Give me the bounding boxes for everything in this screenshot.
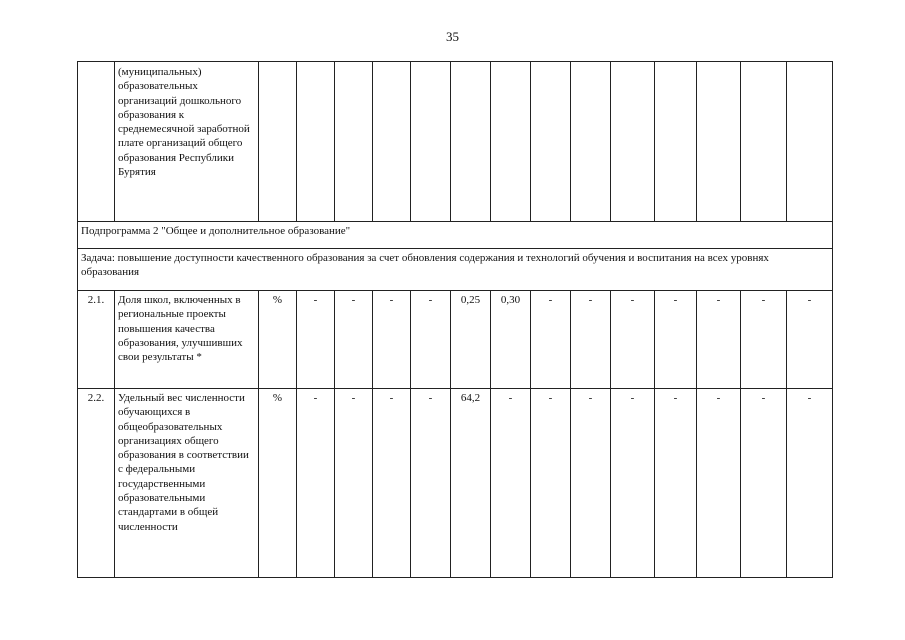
indicator-name-cell: Удельный вес численности обучающихся в общеобразовательных организациях общего образования в соответствии с федеральными государственными образовательными стандартами в общей численности bbox=[115, 389, 259, 578]
value-cell bbox=[741, 62, 787, 222]
row-number-cell: 2.2. bbox=[78, 389, 115, 578]
value-cell bbox=[655, 62, 697, 222]
value-cell: - bbox=[335, 389, 373, 578]
value-cell: - bbox=[571, 389, 611, 578]
value-cell: - bbox=[411, 291, 451, 389]
value-cell bbox=[697, 62, 741, 222]
indicator-name-cell: (муниципальных) образовательных организаций дошкольного образования к среднемесячной заработной плате организаций общего образования Республики Бурятия bbox=[115, 62, 259, 222]
value-cell: - bbox=[741, 291, 787, 389]
task-description: Задача: повышение доступности качественного образования за счет обновления содержания и технологий обучения и воспитания на всех уровнях образования bbox=[78, 249, 833, 291]
indicator-name-cell: Доля школ, включенных в региональные проекты повышения качества образования, улучшивших свои результаты * bbox=[115, 291, 259, 389]
unit-cell bbox=[259, 62, 297, 222]
value-cell: - bbox=[373, 291, 411, 389]
value-cell: 64,2 bbox=[451, 389, 491, 578]
value-cell: - bbox=[697, 389, 741, 578]
unit-cell: % bbox=[259, 389, 297, 578]
value-cell: - bbox=[655, 389, 697, 578]
value-cell: - bbox=[297, 291, 335, 389]
value-cell: - bbox=[531, 291, 571, 389]
value-cell bbox=[611, 62, 655, 222]
value-cell: - bbox=[411, 389, 451, 578]
unit-cell: % bbox=[259, 291, 297, 389]
value-cell bbox=[411, 62, 451, 222]
value-cell: - bbox=[741, 389, 787, 578]
row-number-cell bbox=[78, 62, 115, 222]
value-cell bbox=[491, 62, 531, 222]
value-cell: - bbox=[697, 291, 741, 389]
subprogram-row bbox=[78, 222, 833, 249]
value-cell: - bbox=[335, 291, 373, 389]
indicator-table bbox=[77, 61, 833, 578]
task-row bbox=[78, 249, 833, 291]
value-cell: - bbox=[297, 389, 335, 578]
value-cell bbox=[335, 62, 373, 222]
table-row bbox=[78, 389, 833, 578]
value-cell: - bbox=[531, 389, 571, 578]
value-cell bbox=[571, 62, 611, 222]
value-cell: - bbox=[491, 389, 531, 578]
value-cell: - bbox=[373, 389, 411, 578]
page-number: 35 bbox=[446, 29, 459, 44]
value-cell: - bbox=[611, 389, 655, 578]
value-cell: - bbox=[611, 291, 655, 389]
table-row-continued bbox=[78, 62, 833, 222]
value-cell: 0,30 bbox=[491, 291, 531, 389]
value-cell: - bbox=[787, 291, 833, 389]
value-cell: 0,25 bbox=[451, 291, 491, 389]
row-number-cell: 2.1. bbox=[78, 291, 115, 389]
value-cell bbox=[787, 62, 833, 222]
table-row bbox=[78, 291, 833, 389]
value-cell bbox=[373, 62, 411, 222]
subprogram-title: Подпрограмма 2 "Общее и дополнительное образование" bbox=[78, 222, 833, 249]
value-cell: - bbox=[787, 389, 833, 578]
value-cell: - bbox=[571, 291, 611, 389]
value-cell bbox=[531, 62, 571, 222]
value-cell bbox=[297, 62, 335, 222]
value-cell: - bbox=[655, 291, 697, 389]
value-cell bbox=[451, 62, 491, 222]
